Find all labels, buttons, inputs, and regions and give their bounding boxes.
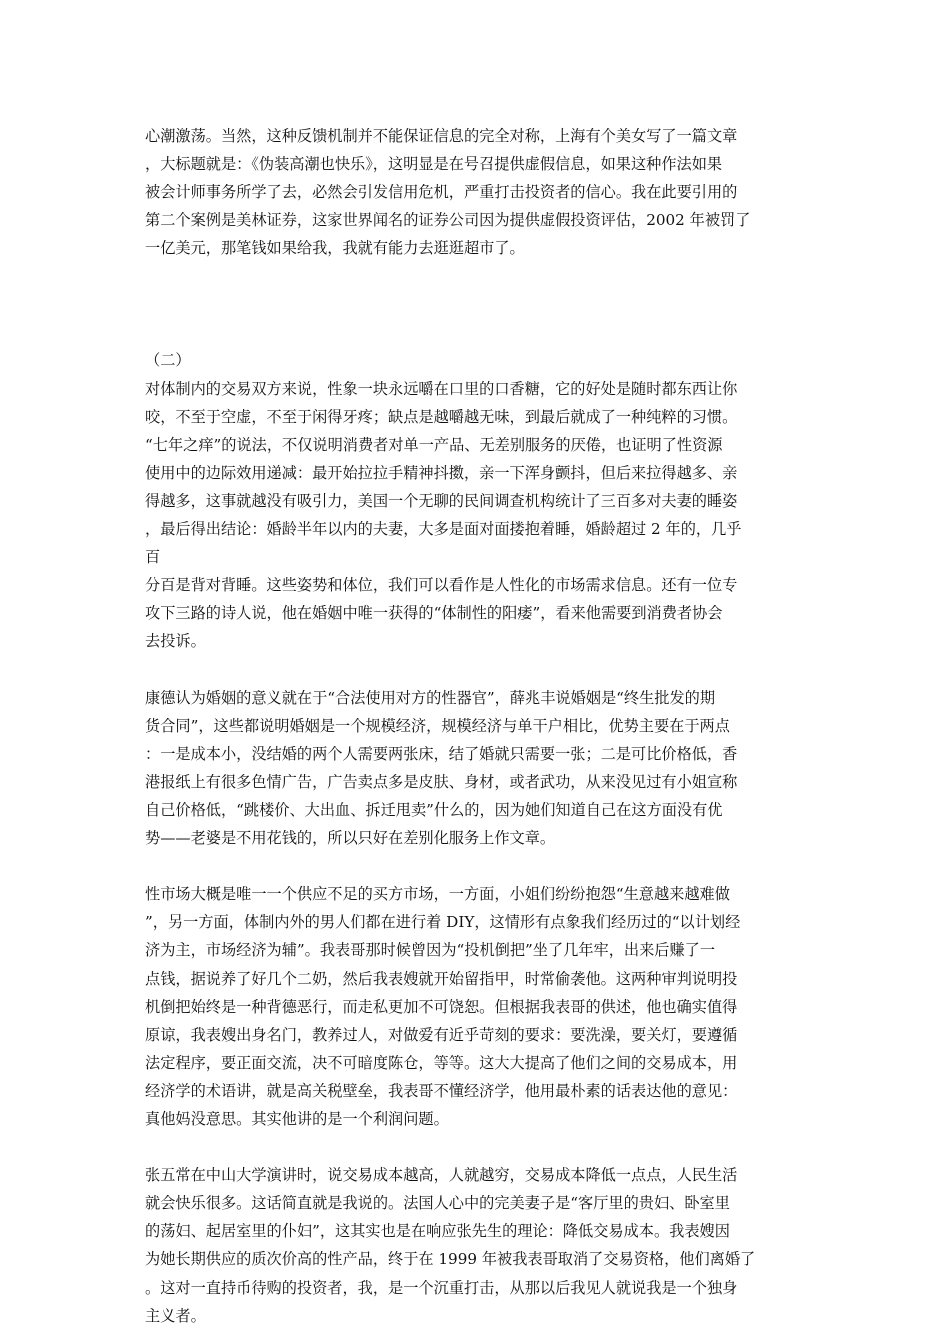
text-line: 性市场大概是唯一一个供应不足的买方市场，一方面，小姐们纷纷抱怨“生意越来越难做 xyxy=(145,885,730,904)
paragraph-spacer xyxy=(145,852,807,880)
text-line: 势——老婆是不用花钱的，所以只好在差别化服务上作文章。 xyxy=(145,829,556,848)
text-line: 经济学的术语讲，就是高关税壁垒，我表哥不懂经济学，他用最朴素的话表达他的意见： xyxy=(145,1081,738,1100)
document-body xyxy=(145,122,807,1330)
text-line: 就会快乐很多。这话简直就是我说的。法国人心中的完美妻子是“客厅里的贵妇、卧室里 xyxy=(145,1194,730,1213)
text-line: ：一是成本小，没结婚的两个人需要两张床，结了婚就只需要一张；二是可比价格低，香 xyxy=(145,744,738,763)
text-line: 一亿美元，那笔钱如果给我，我就有能力去逛逛超市了。 xyxy=(145,239,525,258)
paragraph-spacer xyxy=(145,656,807,684)
text-line: 机倒把始终是一种背德恶行，而走私更加不可饶恕。但根据我表哥的供述，他也确实值得 xyxy=(145,997,738,1016)
text-line: 济为主，市场经济为辅”。我表哥那时候曾因为“投机倒把”坐了几年牢，出来后赚了一 xyxy=(145,941,716,960)
text-line: ，大标题就是：《伪装高潮也快乐》，这明显是在号召提供虚假信息，如果这种作法如果 xyxy=(145,155,723,174)
text-line: 真他妈没意思。其实他讲的是一个利润问题。 xyxy=(145,1110,449,1128)
text-line: 为她长期供应的质次价高的性产品，终于在 1999 年被我表哥取消了交易资格，他们离婚了 xyxy=(145,1250,756,1269)
text-line: 康德认为婚姻的意义就在于“合法使用对方的性器官”，薛兆丰说婚姻是“终生批发的期 xyxy=(145,688,716,707)
text-line: 。这对一直持币待购的投资者，我，是一个沉重打击，从那以后我见人就说我是一个独身 xyxy=(145,1278,738,1297)
paragraph-1 xyxy=(145,122,807,262)
text-line: 的荡妇、起居室里的仆妇”，这其实也是在响应张先生的理论：降低交易成本。我表嫂因 xyxy=(145,1222,730,1241)
text-line: 点钱，据说养了好几个二奶，然后我表嫂就开始留指甲，时常偷袭他。这两种审判说明投 xyxy=(145,969,738,988)
text-line: 主义者。 xyxy=(145,1306,206,1325)
text-line: 第二个案例是美林证券，这家世界闻名的证券公司因为提供虚假投资评估，2002 年被罚了 xyxy=(145,211,751,230)
text-line: 心潮激荡。当然，这种反馈机制并不能保证信息的完全对称，上海有个美女写了一篇文章 xyxy=(145,127,738,145)
text-line: 对体制内的交易双方来说，性象一块永远嚼在口里的口香糖，它的好处是随时都东西让你 xyxy=(145,379,738,398)
text-line: 自己价格低，“跳楼价、大出血、拆迁甩卖”什么的，因为她们知道自己在这方面没有优 xyxy=(145,800,723,819)
paragraph-5 xyxy=(145,1161,807,1330)
text-line: 法定程序，要正面交流，决不可暗度陈仓，等等。这大大提高了他们之间的交易成本，用 xyxy=(145,1053,738,1072)
text-line: 港报纸上有很多色情广告，广告卖点多是皮肤、身材，或者武功，从来没见过有小姐宣称 xyxy=(145,772,738,791)
text-line: 攻下三路的诗人说，他在婚姻中唯一获得的“体制性的阳痿”，看来他需要到消费者协会 xyxy=(145,604,723,623)
text-line: 张五常在中山大学演讲时，说交易成本越高，人就越穷，交易成本降低一点点，人民生活 xyxy=(145,1166,738,1185)
text-line: “七年之痒”的说法，不仅说明消费者对单一产品、无差别服务的厌倦，也证明了性资源 xyxy=(145,435,723,454)
paragraph-spacer xyxy=(145,1133,807,1161)
paragraph-4 xyxy=(145,880,807,1133)
text-line: 百 xyxy=(145,548,161,567)
text-line: 去投诉。 xyxy=(145,632,206,651)
paragraph-2 xyxy=(145,346,807,655)
text-line: 得越多，这事就越没有吸引力，美国一个无聊的民间调查机构统计了三百多对夫妻的睡姿 xyxy=(145,491,738,510)
text-line: 原谅，我表嫂出身名门，教养过人，对做爱有近乎苛刻的要求：要洗澡，要关灯，要遵循 xyxy=(145,1025,738,1044)
section-heading: （二） xyxy=(145,351,191,370)
text-line: ，最后得出结论：婚龄半年以内的夫妻，大多是面对面搂抱着睡，婚龄超过 2 年的，几乎 xyxy=(145,520,742,539)
text-line: 被会计师事务所学了去，必然会引发信用危机，严重打击投资者的信心。我在此要引用的 xyxy=(145,183,738,202)
paragraph-3 xyxy=(145,684,807,853)
text-line: 使用中的边际效用递减：最开始拉拉手精神抖擞，亲一下浑身颤抖，但后来拉得越多、亲 xyxy=(145,463,738,482)
text-line: ”，另一方面，体制内外的男人们都在进行着 DIY，这情形有点象我们经历过的“以计划经 xyxy=(145,913,741,932)
text-line: 货合同”，这些都说明婚姻是一个规模经济，规模经济与单干户相比，优势主要在于两点 xyxy=(145,716,730,735)
text-line: 咬，不至于空虚，不至于闲得牙疼；缺点是越嚼越无味，到最后就成了一种纯粹的习惯。 xyxy=(145,407,738,426)
section-spacer xyxy=(145,262,807,346)
text-line: 分百是背对背睡。这些姿势和体位，我们可以看作是人性化的市场需求信息。还有一位专 xyxy=(145,576,738,595)
